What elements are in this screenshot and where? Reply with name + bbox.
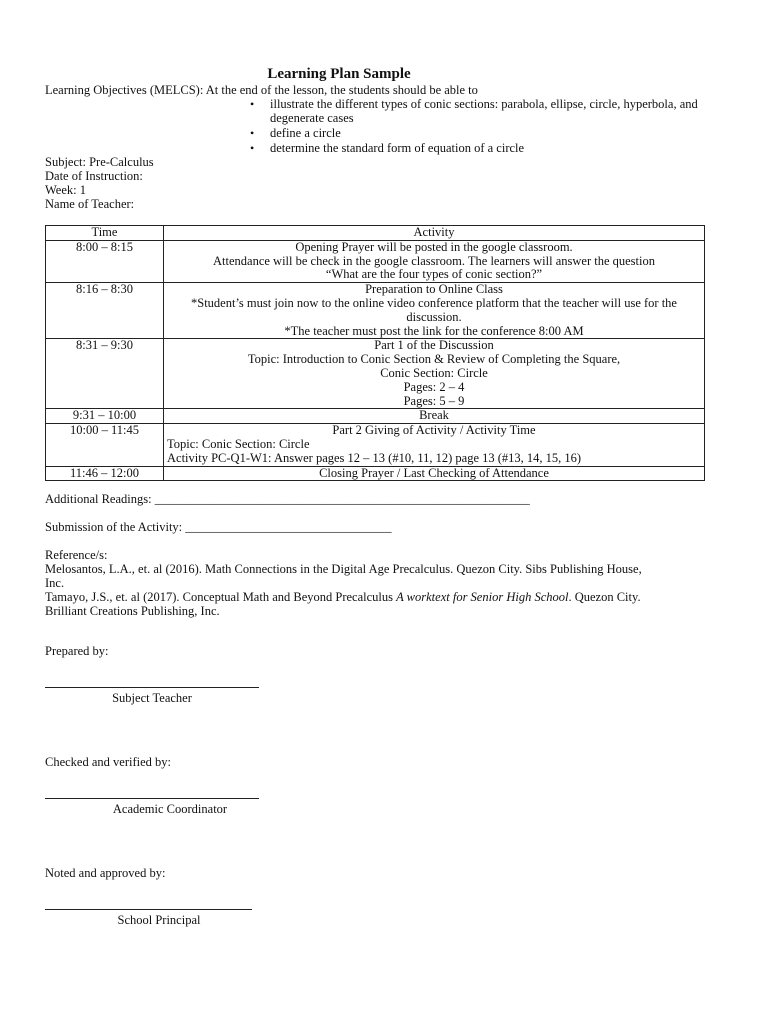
document-title: Learning Plan Sample: [267, 66, 411, 82]
reference-2-line-1: Tamayo, J.S., et. al (2017). Conceptual Math and Beyond Precalculus A worktext for Senior High School. Quezon City.: [45, 590, 641, 604]
activity-cell: Preparation to Online Class *Student’s must join now to the online video conference platform that the teacher will use for the discussion. *The teacher must post the link for the conference 8:00 AM: [164, 283, 705, 339]
subject-line: Subject: Pre-Calculus: [45, 155, 154, 169]
bullet-icon: •: [250, 126, 255, 140]
activity-cell: Opening Prayer will be posted in the google classroom. Attendance will be check in the google classroom. The learners will answer the question “What are the four types of conic section?”: [164, 240, 705, 282]
teacher-name-line: Name of Teacher:: [45, 197, 135, 211]
column-header-activity: Activity: [164, 226, 705, 241]
reference-1-line-2: Inc.: [45, 576, 65, 590]
noted-by-label: Noted and approved by:: [45, 866, 166, 880]
prepared-by-label: Prepared by:: [45, 644, 109, 658]
signature-line: [45, 687, 259, 688]
objective-item: • determine the standard form of equation of a circle: [250, 141, 525, 155]
week-line: Week: 1: [45, 183, 86, 197]
time-cell: 9:31 – 10:00: [46, 409, 164, 424]
reference-1-line-1: Melosantos, L.A., et. al (2016). Math Connections in the Digital Age Precalculus. Quezon City. Sibs Publishing House,: [45, 562, 642, 576]
additional-readings-line: Additional Readings: ____________________________________________________________: [45, 492, 530, 506]
time-cell: 11:46 – 12:00: [46, 466, 164, 481]
objective-item: • define a circle: [250, 126, 341, 140]
reference-2-italic-title: A worktext for Senior High School: [396, 590, 569, 604]
table-row: [46, 409, 705, 424]
reference-2-line-2: Brilliant Creations Publishing, Inc.: [45, 604, 220, 618]
schedule-table: [45, 225, 705, 481]
academic-coordinator-label: Academic Coordinator: [112, 802, 228, 816]
signature-line: [45, 909, 252, 910]
bullet-icon: •: [250, 97, 255, 111]
activity-cell: Break: [164, 409, 705, 424]
references-heading: Reference/s:: [45, 548, 108, 562]
date-of-instruction-line: Date of Instruction:: [45, 169, 143, 183]
subject-teacher-label: Subject Teacher: [112, 691, 192, 705]
signature-line: [45, 798, 259, 799]
submission-line: Submission of the Activity: _________________________________: [45, 520, 392, 534]
column-header-time: Time: [46, 226, 164, 241]
table-row: [46, 466, 705, 481]
activity-cell: Part 2 Giving of Activity / Activity Time Topic: Conic Section: Circle Activity PC-Q1-W1: Answer pages 12 – 13 (#10, 11, 12) page 13 (#13, 14, 15, 16): [164, 424, 705, 466]
table-header-row: [46, 226, 705, 241]
activity-cell: Closing Prayer / Last Checking of Attendance: [164, 466, 705, 481]
checked-by-label: Checked and verified by:: [45, 755, 171, 769]
table-row: [46, 424, 705, 466]
activity-cell: Part 1 of the Discussion Topic: Introduction to Conic Section & Review of Completing the Square, Conic Section: Circle Pages: 2 – 4 Pages: 5 – 9: [164, 339, 705, 409]
time-cell: 8:31 – 9:30: [46, 339, 164, 409]
table-row: [46, 283, 705, 339]
time-cell: 10:00 – 11:45: [46, 424, 164, 466]
time-cell: 8:16 – 8:30: [46, 283, 164, 339]
time-cell: 8:00 – 8:15: [46, 240, 164, 282]
objective-item: • illustrate the different types of conic sections: parabola, ellipse, circle, hyperbola, and degenerate cases: [250, 97, 698, 125]
school-principal-label: School Principal: [117, 913, 201, 927]
bullet-icon: •: [250, 141, 255, 155]
table-row: [46, 339, 705, 409]
objectives-intro: Learning Objectives (MELCS): At the end of the lesson, the students should be able to: [45, 83, 478, 97]
table-row: [46, 240, 705, 282]
objectives-list: [250, 97, 768, 156]
